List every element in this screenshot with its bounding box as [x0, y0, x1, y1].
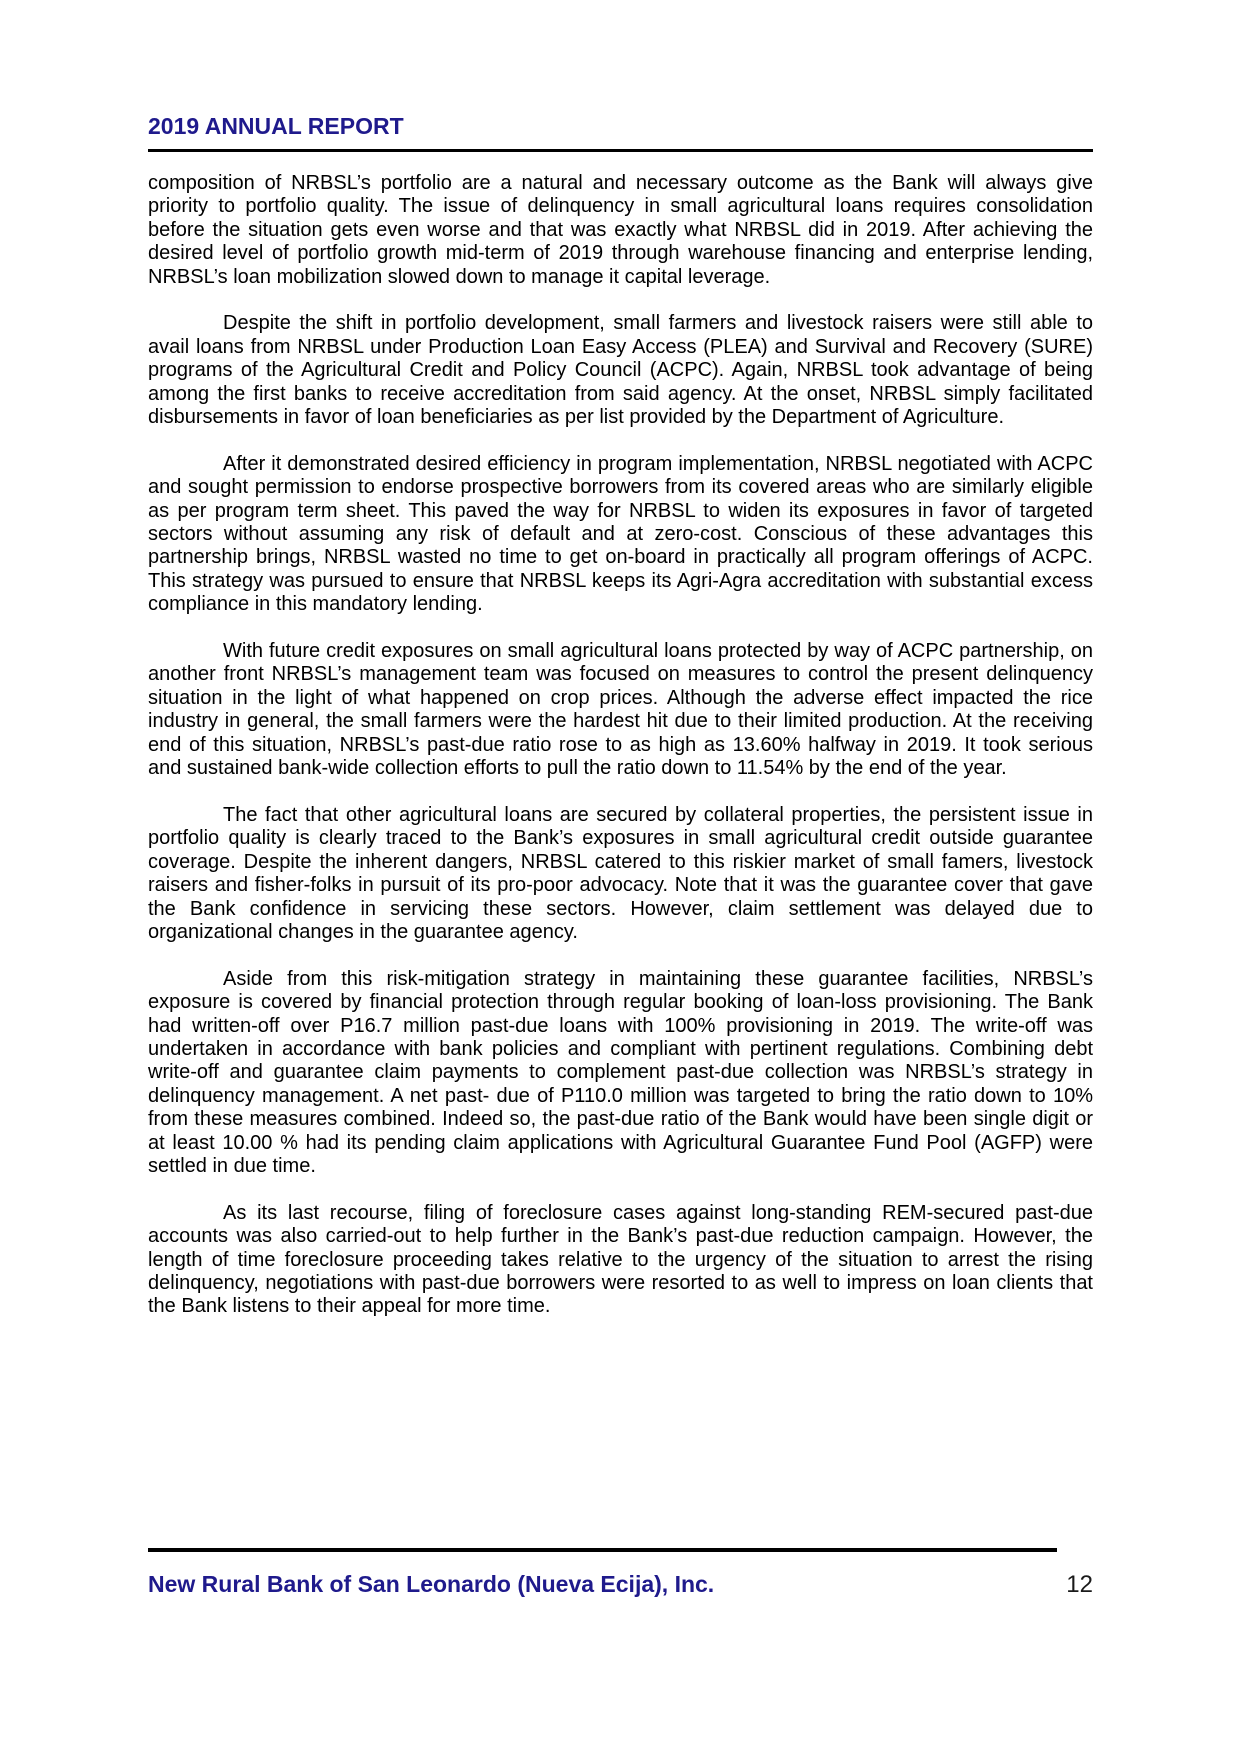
page-number: 12	[1066, 1571, 1093, 1598]
page-footer	[148, 1571, 1093, 1599]
footer-rule	[148, 1548, 1057, 1552]
paragraph: As its last recourse, filing of foreclosure cases against long-standing REM-secured past-due accounts was also carried-out to help further in the Bank’s past-due reduction campaign. However, the length of time foreclosure proceeding takes relative to the urgency of the situation to arrest the rising delinquency, negotiations with past-due borrowers were resorted to as well to impress on loan clients that the Bank listens to their appeal for more time.	[148, 1201, 1093, 1318]
paragraph: Despite the shift in portfolio development, small farmers and livestock raisers were still able to avail loans from NRBSL under Production Loan Easy Access (PLEA) and Survival and Recovery (SURE) programs of the Agricultural Credit and Policy Council (ACPC). Again, NRBSL took advantage of being among the first banks to receive accreditation from said agency. At the onset, NRBSL simply facilitated disbursements in favor of loan beneficiaries as per list provided by the Department of Agriculture.	[148, 312, 1093, 429]
body-text	[148, 172, 1093, 1342]
paragraph: composition of NRBSL’s portfolio are a natural and necessary outcome as the Bank will always give priority to portfolio quality. The issue of delinquency in small agricultural loans requires consolidation before the situation gets even worse and that was exactly what NRBSL did in 2019. After achieving the desired level of portfolio growth mid-term of 2019 through warehouse financing and enterprise lending, NRBSL’s loan mobilization slowed down to manage it capital leverage.	[148, 172, 1093, 288]
paragraph: After it demonstrated desired efficiency in program implementation, NRBSL negotiated with ACPC and sought permission to endorse prospective borrowers from its covered areas who are similarly eligible as per program term sheet. This paved the way for NRBSL to widen its exposures in favor of targeted sectors without assuming any risk of default and at zero-cost. Conscious of these advantages this partnership brings, NRBSL wasted no time to get on-board in practically all program offerings of ACPC. This strategy was pursued to ensure that NRBSL keeps its Agri-Agra accreditation with substantial excess compliance in this mandatory lending.	[148, 452, 1093, 616]
paragraph: With future credit exposures on small agricultural loans protected by way of ACPC partnership, on another front NRBSL’s management team was focused on measures to control the present delinquency situation in the light of what happened on crop prices. Although the adverse effect impacted the rice industry in general, the small farmers were the hardest hit due to their limited production. At the receiving end of this situation, NRBSL’s past-due ratio rose to as high as 13.60% halfway in 2019. It took serious and sustained bank-wide collection efforts to pull the ratio down to 11.54% by the end of the year.	[148, 640, 1093, 780]
paragraph: The fact that other agricultural loans are secured by collateral properties, the persistent issue in portfolio quality is clearly traced to the Bank’s exposures in small agricultural credit outside guarantee coverage. Despite the inherent dangers, NRBSL catered to this riskier market of small famers, livestock raisers and fisher-folks in pursuit of its pro-poor advocacy. Note that it was the guarantee cover that gave the Bank confidence in servicing these sectors. However, claim settlement was delayed due to organizational changes in the guarantee agency.	[148, 803, 1093, 943]
paragraph: Aside from this risk-mitigation strategy in maintaining these guarantee facilities, NRBSL’s exposure is covered by financial protection through regular booking of loan-loss provisioning. The Bank had written-off over P16.7 million past-due loans with 100% provisioning in 2019. The write-off was undertaken in accordance with bank policies and compliant with pertinent regulations. Combining debt write-off and guarantee claim payments to complement past-due collection was NRBSL’s strategy in delinquency management. A net past- due of P110.0 million was targeted to bring the ratio down to 10% from these measures combined. Indeed so, the past-due ratio of the Bank would have been single digit or at least 10.00 % had its pending claim applications with Agricultural Guarantee Fund Pool (AGFP) were settled in due time.	[148, 967, 1093, 1177]
header-rule	[148, 149, 1093, 152]
page-header-title: 2019 ANNUAL REPORT	[148, 113, 404, 139]
footer-bank-name: New Rural Bank of San Leonardo (Nueva Ecija), Inc.	[148, 1571, 715, 1597]
